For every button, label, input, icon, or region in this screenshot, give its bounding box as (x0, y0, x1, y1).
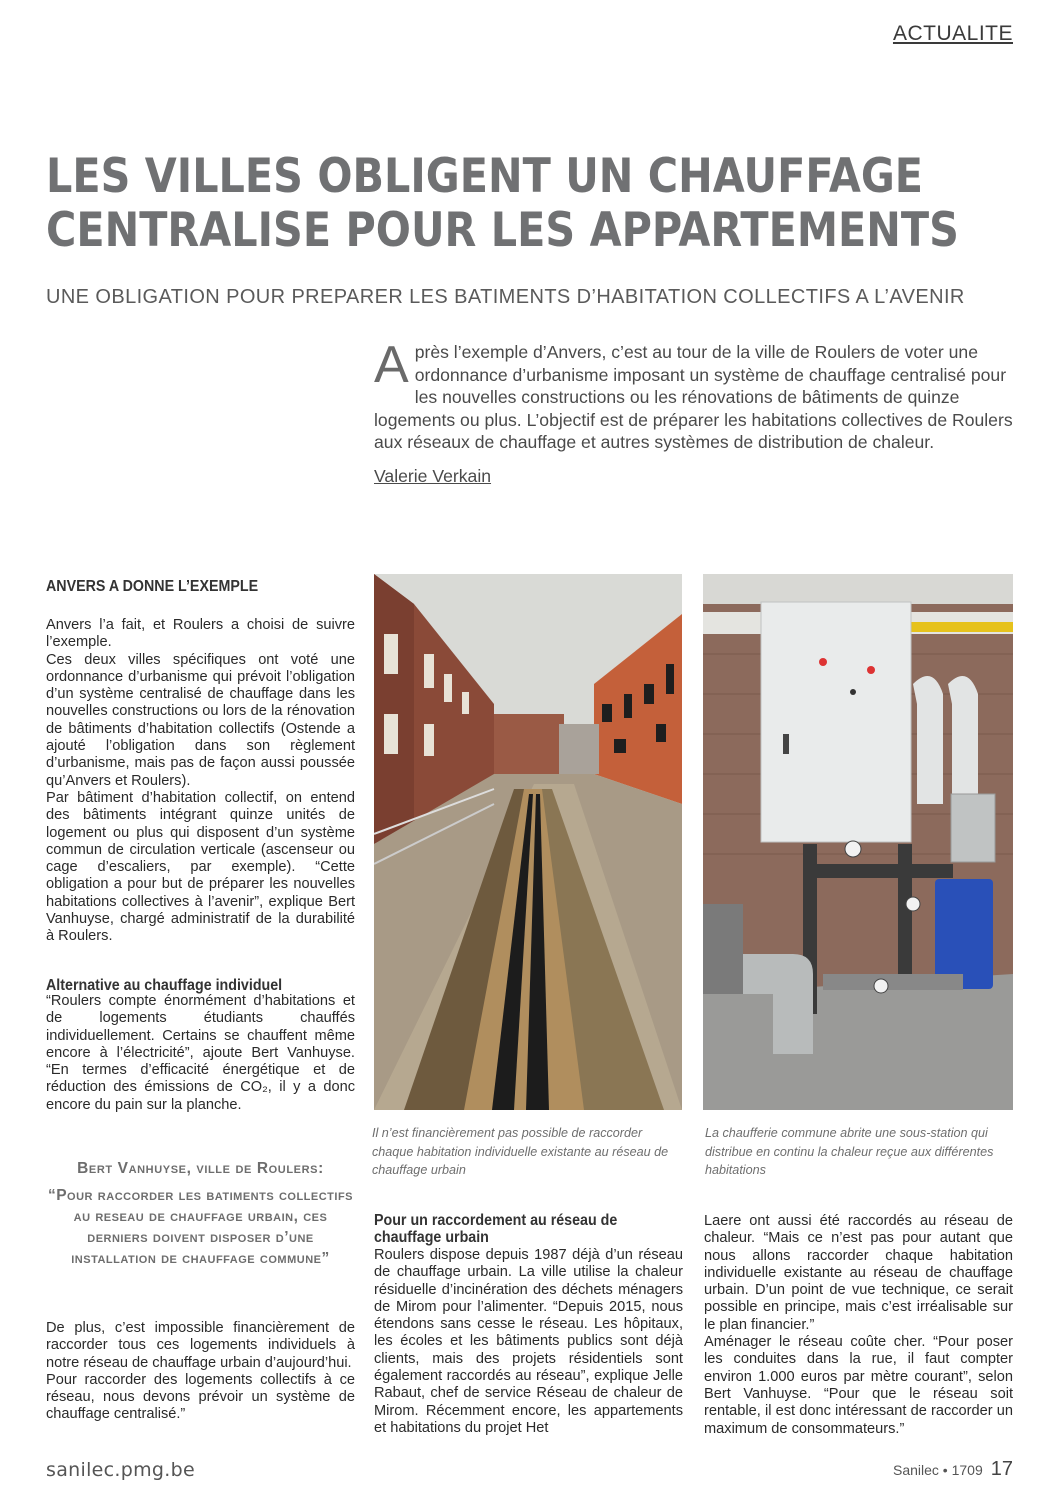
paragraph: Par bâtiment d’habitation collectif, on entend des bâtiments intégrant quinze unités de logement ou plus qui disposent d’un système commun de circulation verticale (ascenseur ou cage d’escaliers, par exemple). “Cette obligation a pour but de préparer les nouvelles habitations collectives à l’avenir”, explique Bert Vanhuyse, chargé administratif de la durabilité à Roulers. (46, 789, 355, 945)
intro-text: près l’exemple d’Anvers, c’est au tour de la ville de Roulers de voter une ordonnance d’urbanisme imposant un système de chauffage centralisé pour les nouvelles constructions ou les rénovations de bâtiments de quinze logements ou plus. L’objectif est de préparer les habitations collectives de Roulers aux réseaux de chauffage et autres systèmes de distribution de chaleur. (374, 342, 1013, 452)
article-subtitle: UNE OBLIGATION POUR PREPARER LES BATIMENTS D’HABITATION COLLECTIFS A L’AVENIR (46, 286, 965, 308)
page-number: 17 (990, 1458, 1013, 1480)
paragraph: De plus, c’est impossible financièrement de raccorder tous ces logements individuels à notre réseau de chauffage urbain d’aujourd’hui. (46, 1320, 355, 1371)
quote-text: “Pour raccorder les batiments collectifs au reseau de chauffage urbain, ces derniers doivent disposer d’une installation de chauffage commune” (47, 1187, 354, 1267)
paragraph: Ces deux villes spécifiques ont voté une ordonnance d’urbanisme qui prévoit l’obligation d’un système centralisé de chauffage dans les nouvelles constructions ou lors de la rénovation de bâtiments d’habitation collectifs (Ostende a ajouté l’obligation dans son règlement d’urbanisme, mais pas de façon aussi poussée qu’Anvers et Roulers). (46, 651, 355, 789)
photo-caption-trench: Il n’est financièrement pas possible de raccorder chaque habitation individuelle existante au réseau de chauffage urbain (372, 1126, 669, 1177)
footer-website-link[interactable]: sanilec.pmg.be (46, 1459, 195, 1481)
column3-body (704, 1213, 1013, 1438)
issue-label: Sanilec • 1709 (893, 1462, 983, 1478)
photo-caption-boiler-room: La chaufferie commune abrite une sous-station qui distribue en continu la chaleur reçue aux différentes habitations (705, 1126, 994, 1177)
paragraph: “Roulers compte énormément d’habitations et de logements étudiants chauffés individuellement. Certains se chauffent même encore à l’électricité”, ajoute Bert Vanhuyse. “En termes d’efficacité énergétique et de réduction des émissions de CO₂, il y a donc encore du pain sur la planche. (46, 993, 355, 1113)
column2-body (374, 1247, 683, 1437)
article-title (46, 149, 959, 258)
column1-body-c (46, 1320, 355, 1424)
footer-issue (893, 1458, 1013, 1481)
paragraph: Pour raccorder des logements collectifs à ce réseau, nous devons prévoir un système de chauffage centralisé.” (46, 1371, 355, 1423)
author-link[interactable]: Valerie Verkain (374, 466, 492, 486)
paragraph: Anvers l’a fait, et Roulers a choisi de suivre l’exemple. (46, 617, 355, 651)
paragraph: Aménager le réseau coûte cher. “Pour poser les conduites dans la rue, il faut compter environ 1.000 euros par mètre courant”, selon Bert Vanhuyse. “Pour que le réseau soit rentable, il est donc intéressant de raccorder un maximum de consommateurs.” (704, 1334, 1013, 1437)
paragraph: Roulers dispose depuis 1987 déjà d’un réseau de chauffage urbain. La ville utilise la chaleur résiduelle d’incinération des déchets ménagers de Mirom pour l’alimenter. “Depuis 2015, nous étendons sans cesse le réseau. Les hôpitaux, les écoles et les bâtiments publics sont déjà clients, mais des projets résidentiels sont également raccordés au réseau”, explique Jelle Rabaut, chef de service Réseau de chaleur de Mirom. Récemment encore, les appartements et habitations du projet Het (374, 1247, 683, 1436)
quote-attribution: Bert Vanhuyse, ville de Roulers: (77, 1160, 324, 1177)
column1-body-b (46, 993, 355, 1114)
section-tag[interactable]: ACTUALITE (892, 22, 1013, 45)
photo-street-trench (374, 574, 682, 1110)
subheading-alternative: Alternative au chauffage individuel (46, 977, 283, 994)
subheading-raccordement: Pour un raccordement au réseau de chauffage urbain (374, 1212, 618, 1246)
section-heading-anvers: ANVERS A DONNE L’EXEMPLE (46, 578, 259, 595)
column1-body-a (46, 617, 355, 946)
article-title-line-1: LES VILLES OBLIGENT UN CHAUFFAGE (46, 149, 924, 204)
photo-boiler-room (703, 574, 1013, 1110)
pull-quote (46, 1158, 355, 1269)
article-title-line-2: CENTRALISE POUR LES APPARTEMENTS (46, 203, 959, 258)
drop-cap: A (374, 336, 409, 394)
paragraph: Laere ont aussi été raccordés au réseau de chaleur. “Mais ce n’est pas pour autant que nous allons raccorder chaque habitation individuelle existante au réseau de chauffage urbain. D’un point de vue technique, ce serait possible en principe, mais c’est irréalisable sur le plan financier.” (704, 1213, 1013, 1333)
intro-paragraph (374, 336, 1014, 454)
